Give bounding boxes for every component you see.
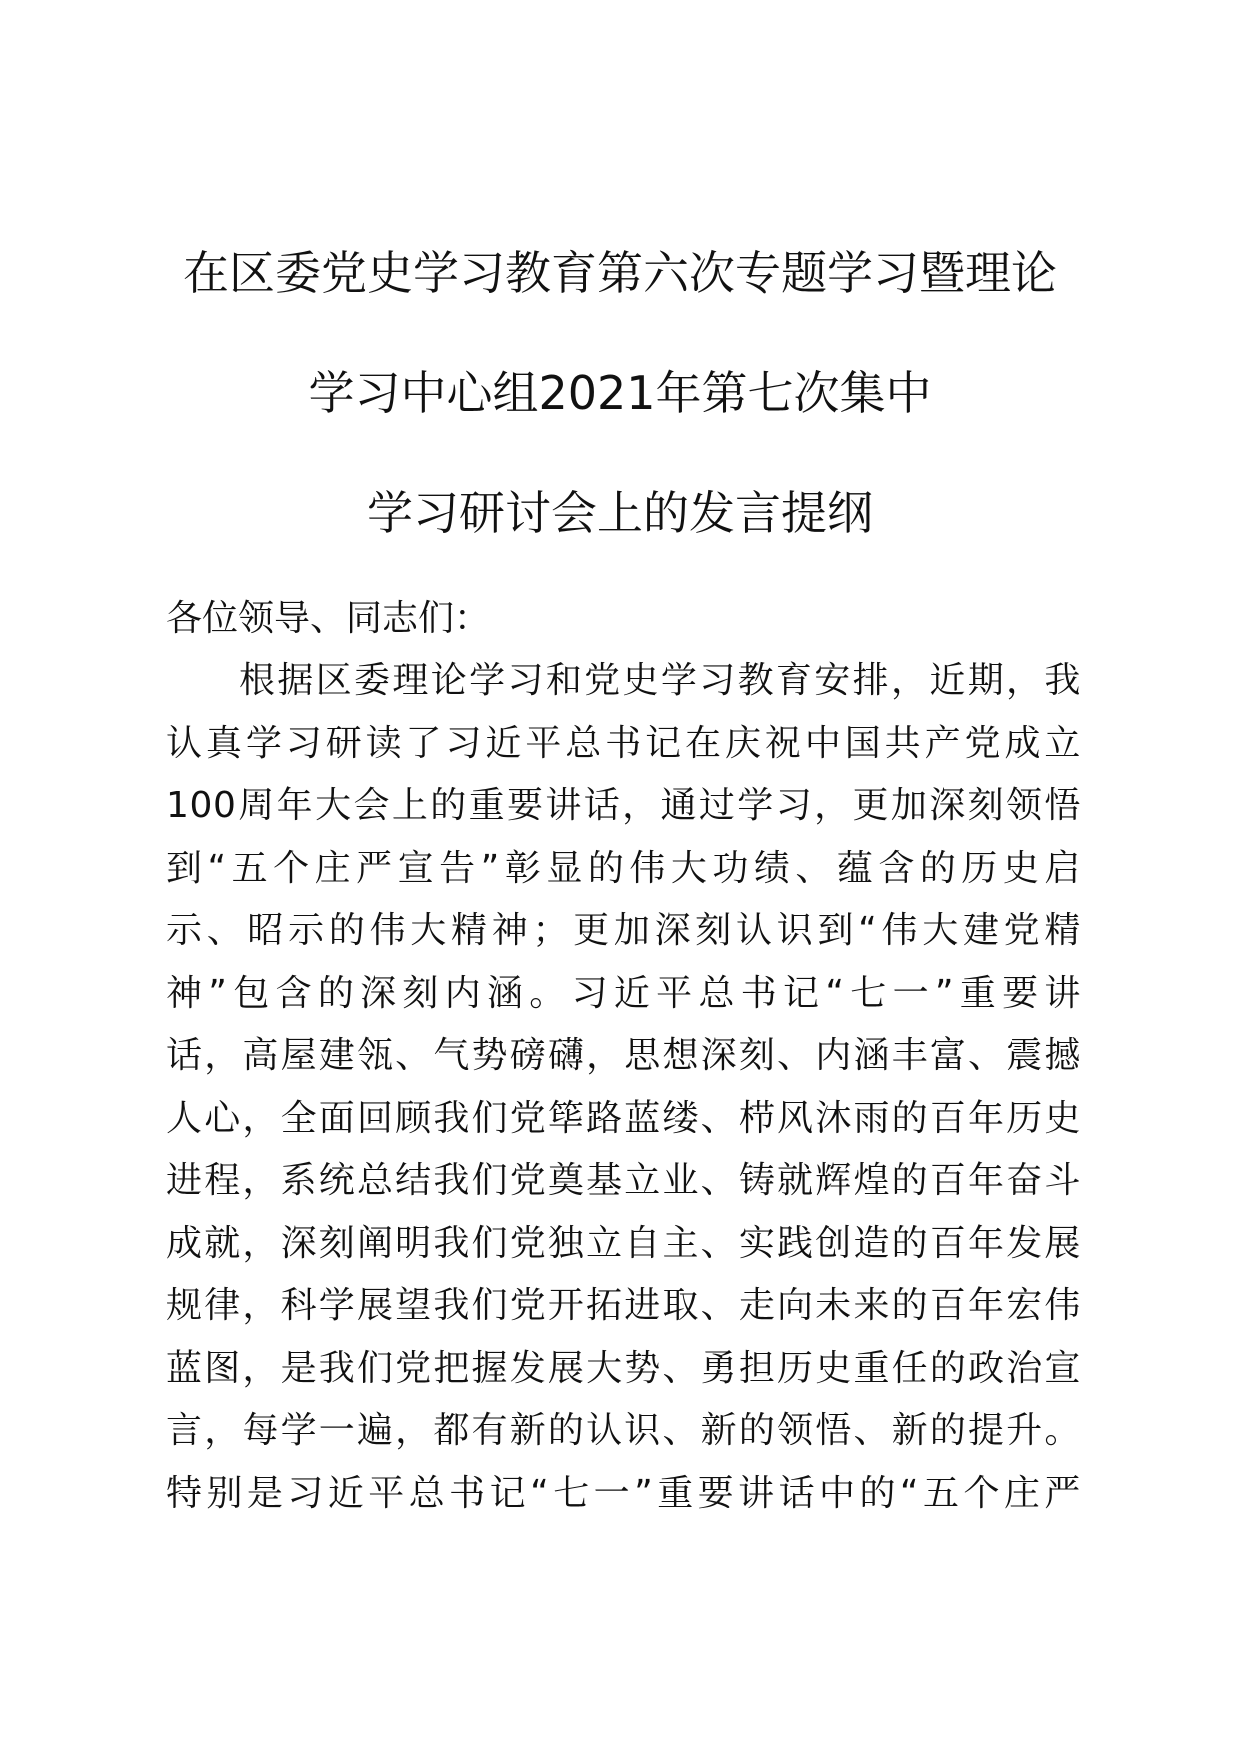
salutation: 各位领导、同志们： [166,598,491,639]
paragraph-line: 进程，系统总结我们党奠基立业、铸就辉煌的百年奋斗 [166,1160,1081,1201]
paragraph-line: 特别是习近平总书记“七一”重要讲话中的“五个庄严 [166,1472,1081,1514]
body-paragraph [166,650,1081,1525]
title-line-1: 在区委党史学习教育第六次专题学习暨理论 [183,246,1057,300]
title-line-2: 学习中心组2021年第七次集中 [308,366,932,420]
title-line-3: 学习研讨会上的发言提纲 [367,486,873,540]
paragraph-line: 神”包含的深刻内涵。习近平总书记“七一”重要讲 [166,972,1081,1014]
paragraph-line: 话，高屋建瓴、气势磅礴，思想深刻、内涵丰富、震撼 [166,1035,1081,1076]
paragraph-line: 言，每学一遍，都有新的认识、新的领悟、新的提升。 [166,1410,1081,1451]
paragraph-line: 示、昭示的伟大精神；更加深刻认识到“伟大建党精 [166,910,1081,951]
document-title [0,240,1240,546]
paragraph-line: 规律，科学展望我们党开拓进取、走向未来的百年宏伟 [166,1285,1081,1326]
paragraph-line: 到“五个庄严宣告”彰显的伟大功绩、蕴含的历史启 [166,847,1081,889]
paragraph-line: 成就，深刻阐明我们党独立自主、实践创造的百年发展 [166,1222,1081,1264]
document-body [166,588,1081,1525]
paragraph-line: 人心，全面回顾我们党筚路蓝缕、栉风沐雨的百年历史 [166,1097,1081,1139]
paragraph-line: 100周年大会上的重要讲话，通过学习，更加深刻领悟 [166,785,1081,826]
paragraph-line: 根据区委理论学习和党史学习教育安排，近期，我 [239,660,1081,701]
paragraph-line: 蓝图，是我们党把握发展大势、勇担历史重任的政治宣 [166,1347,1081,1389]
paragraph-line: 认真学习研读了习近平总书记在庆祝中国共产党成立 [166,722,1081,764]
